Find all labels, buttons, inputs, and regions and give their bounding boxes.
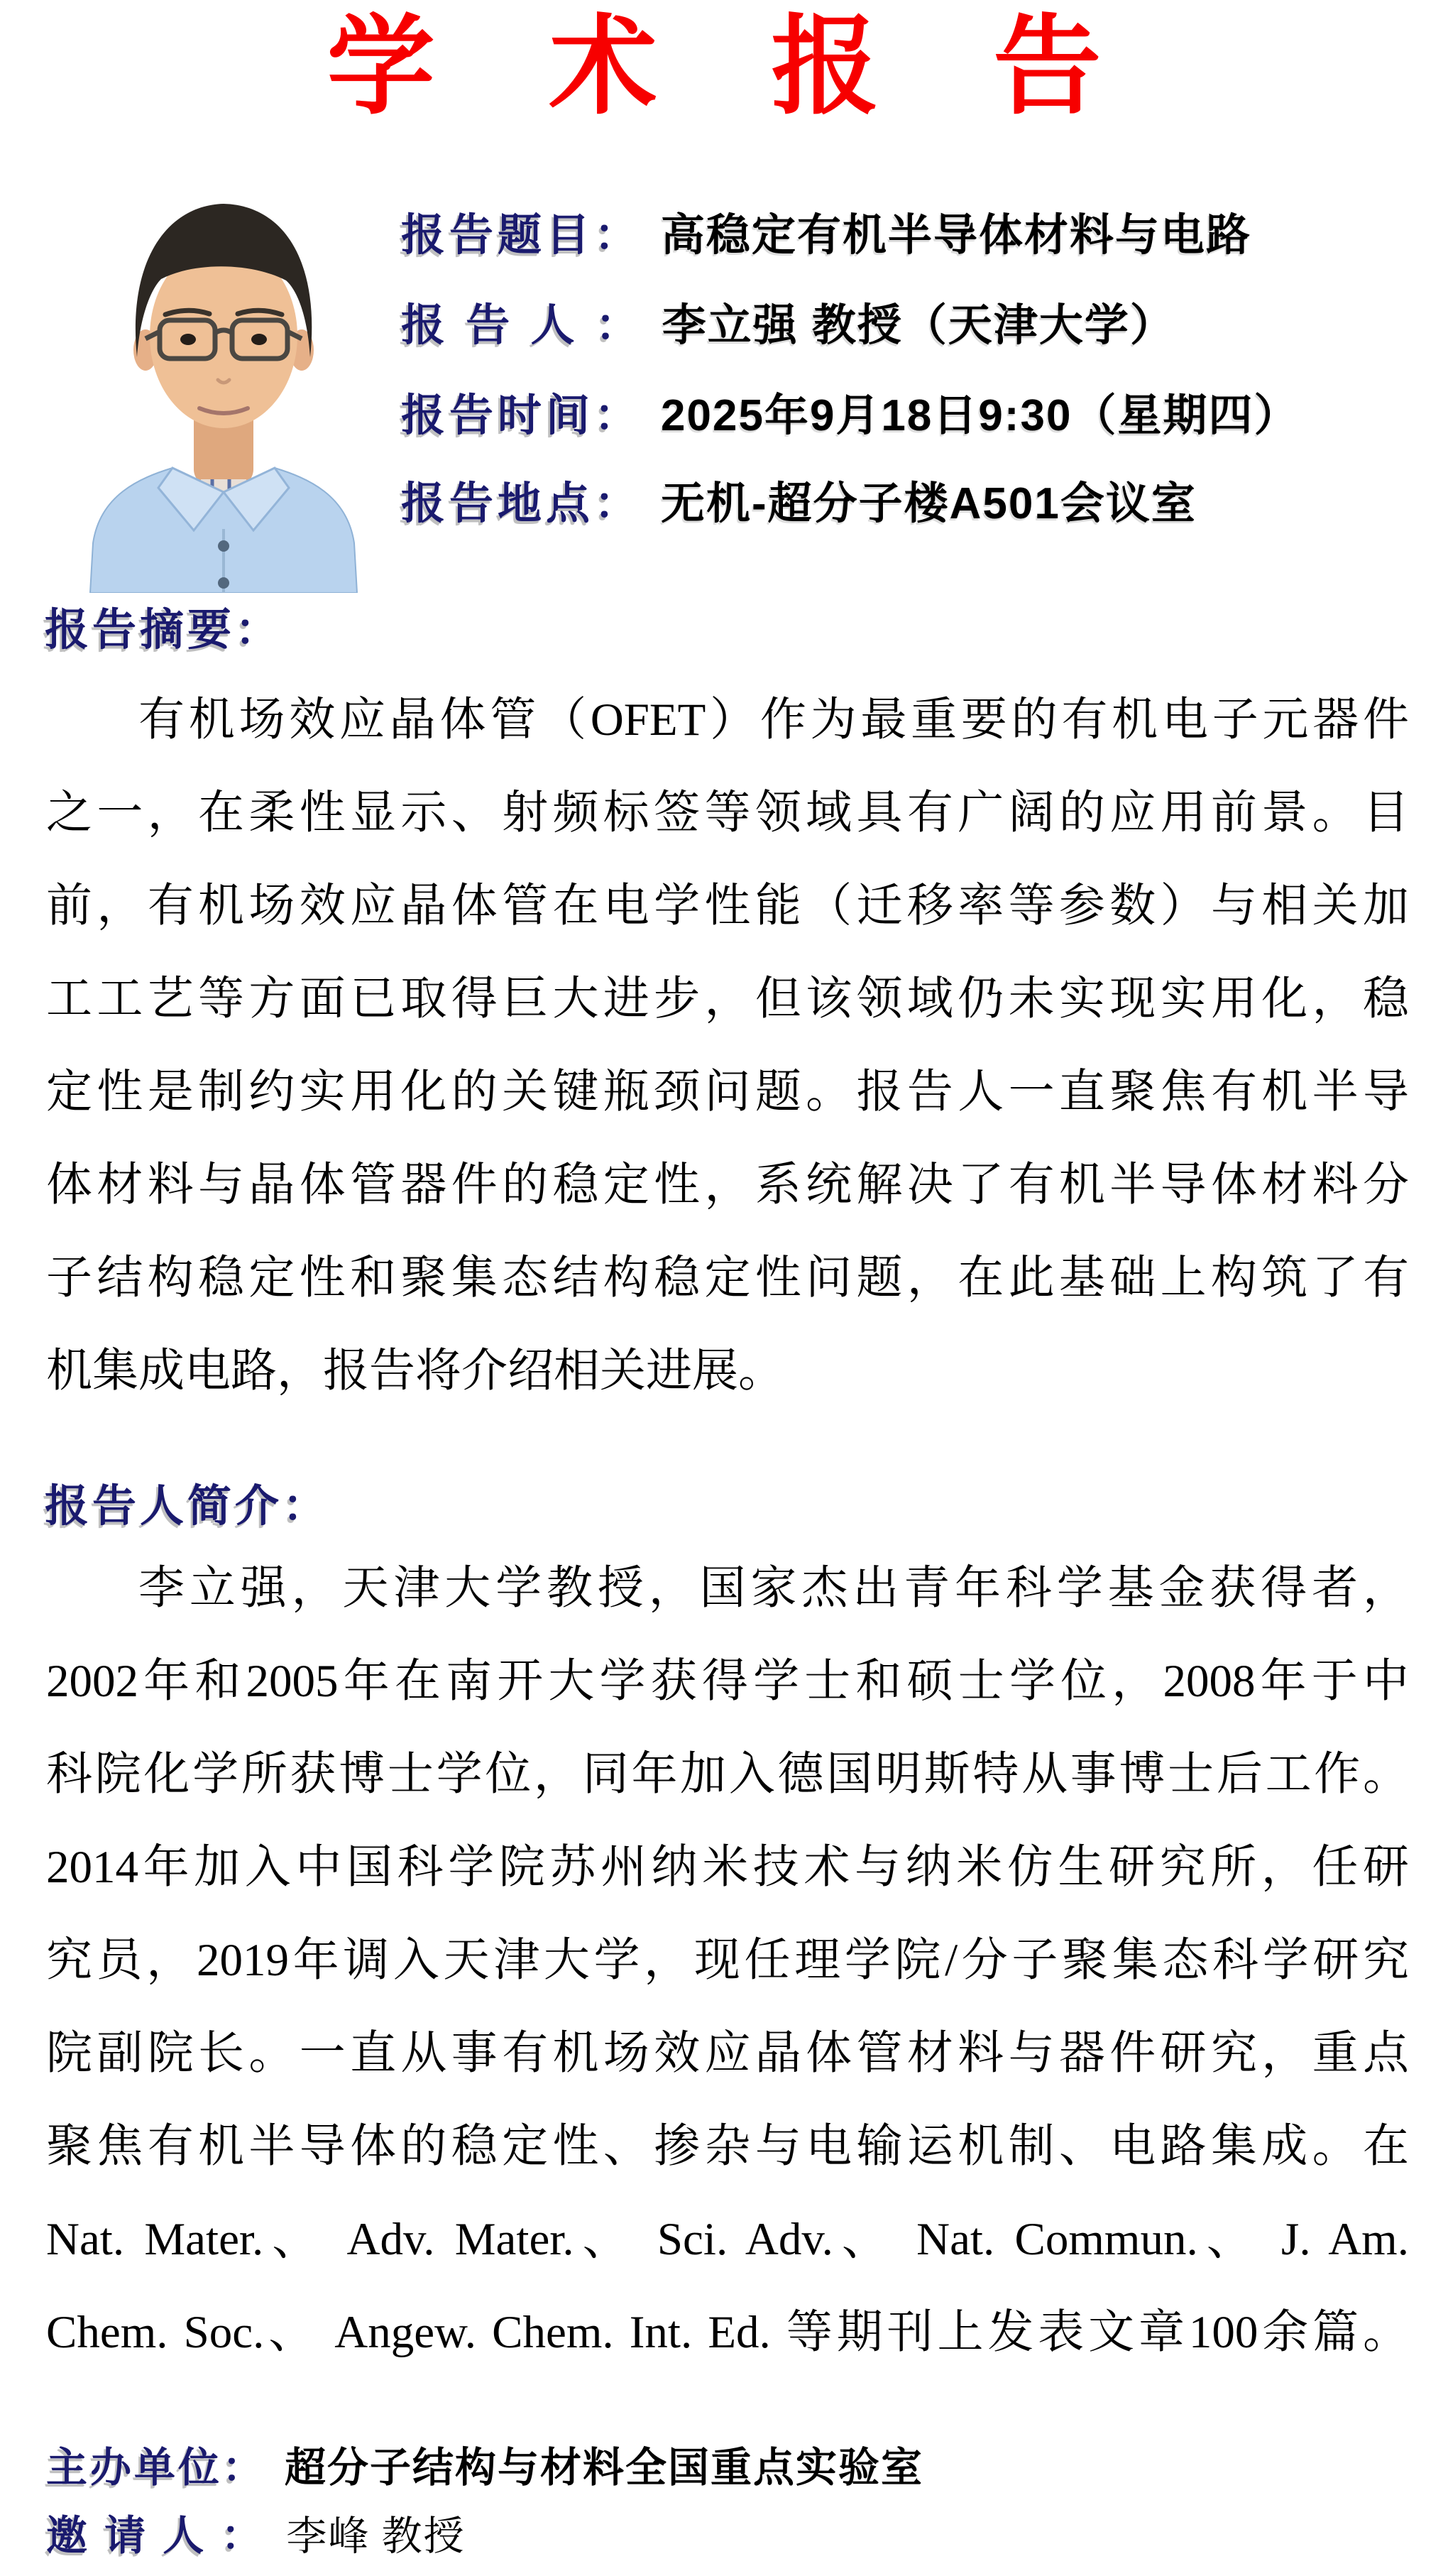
info-label-location: 报告地点：	[401, 479, 643, 528]
portrait-eye	[180, 334, 196, 345]
bio-line: Nat. Mater.、 Adv. Mater.、 Sci. Adv.、 Nat. Commun.、 J. Am.	[46, 2214, 1409, 2265]
abstract-line: 有机场效应晶体管（OFET）作为最重要的有机电子元器件	[138, 694, 1409, 746]
abstract-heading: 报告摘要：	[45, 606, 283, 655]
host-row	[46, 2443, 923, 2494]
portrait-illustration	[82, 174, 366, 593]
portrait-button	[218, 540, 229, 552]
bio-line: 2002年和2005年在南开大学获得学士和硕士学位，2008年于中	[46, 1656, 1409, 1707]
bio-line: Chem. Soc.、 Angew. Chem. Int. Ed. 等期刊上发表文章100余篇。	[46, 2307, 1409, 2358]
bio-line: 究员，2019年调入天津大学，现任理学院/分子聚集态科学研究	[46, 1935, 1409, 1986]
bio-line: 2014年加入中国科学院苏州纳米技术与纳米仿生研究所，任研	[46, 1842, 1409, 1893]
abstract-paragraph	[46, 674, 1409, 1418]
info-row-speaker	[401, 300, 1175, 351]
info-label-time: 报告时间：	[401, 391, 643, 440]
page-title: 学 术 报 告	[327, 2, 1121, 129]
info-row-topic	[401, 210, 1251, 261]
abstract-line: 子结构稳定性和聚集态结构稳定性问题，在此基础上构筑了有	[46, 1252, 1409, 1304]
info-value-time: 2025年9月18日9:30（星期四）	[661, 391, 1300, 440]
bio-heading: 报告人简介：	[45, 1482, 331, 1531]
inviter-label: 邀 请 人 ：	[46, 2513, 265, 2559]
host-value: 超分子结构与材料全国重点实验室	[285, 2445, 924, 2491]
bio-line: 院副院长。一直从事有机场效应晶体管材料与器件研究，重点	[46, 2028, 1409, 2079]
inviter-value: 李峰 教授	[286, 2514, 466, 2559]
abstract-line: 机集成电路，报告将介绍相关进展。	[46, 1346, 785, 1397]
info-label-speaker: 报 告 人 ：	[401, 301, 644, 350]
info-label-topic: 报告题目：	[401, 211, 643, 260]
info-value-location: 无机-超分子楼A501会议室	[661, 479, 1197, 528]
inviter-row	[46, 2511, 466, 2563]
bio-line: 李立强，天津大学教授，国家杰出青年科学基金获得者，	[138, 1563, 1409, 1614]
speaker-photo	[82, 174, 366, 593]
abstract-line: 工工艺等方面已取得巨大进步，但该领域仍未实现实用化，稳	[46, 973, 1409, 1025]
portrait-eye	[251, 334, 267, 345]
abstract-line: 定性是制约实用化的关键瓶颈问题。报告人一直聚焦有机半导	[46, 1066, 1409, 1118]
bio-paragraph	[46, 1542, 1409, 2379]
info-row-time	[401, 391, 1299, 442]
abstract-line: 前，有机场效应晶体管在电学性能（迁移率等参数）与相关加	[46, 880, 1409, 932]
bio-line: 聚焦有机半导体的稳定性、掺杂与电输运机制、电路集成。在	[46, 2121, 1409, 2172]
host-label: 主办单位：	[46, 2445, 267, 2491]
info-value-speaker: 李立强 教授（天津大学）	[662, 301, 1175, 350]
bio-line: 科院化学所获博士学位，同年加入德国明斯特从事博士后工作。	[46, 1749, 1409, 1800]
abstract-line: 之一，在柔性显示、射频标签等领域具有广阔的应用前景。目	[46, 787, 1409, 839]
abstract-line: 体材料与晶体管器件的稳定性，系统解决了有机半导体材料分	[46, 1159, 1409, 1211]
portrait-button	[218, 577, 229, 589]
info-row-location	[401, 479, 1197, 530]
info-value-topic: 高稳定有机半导体材料与电路	[661, 211, 1252, 260]
